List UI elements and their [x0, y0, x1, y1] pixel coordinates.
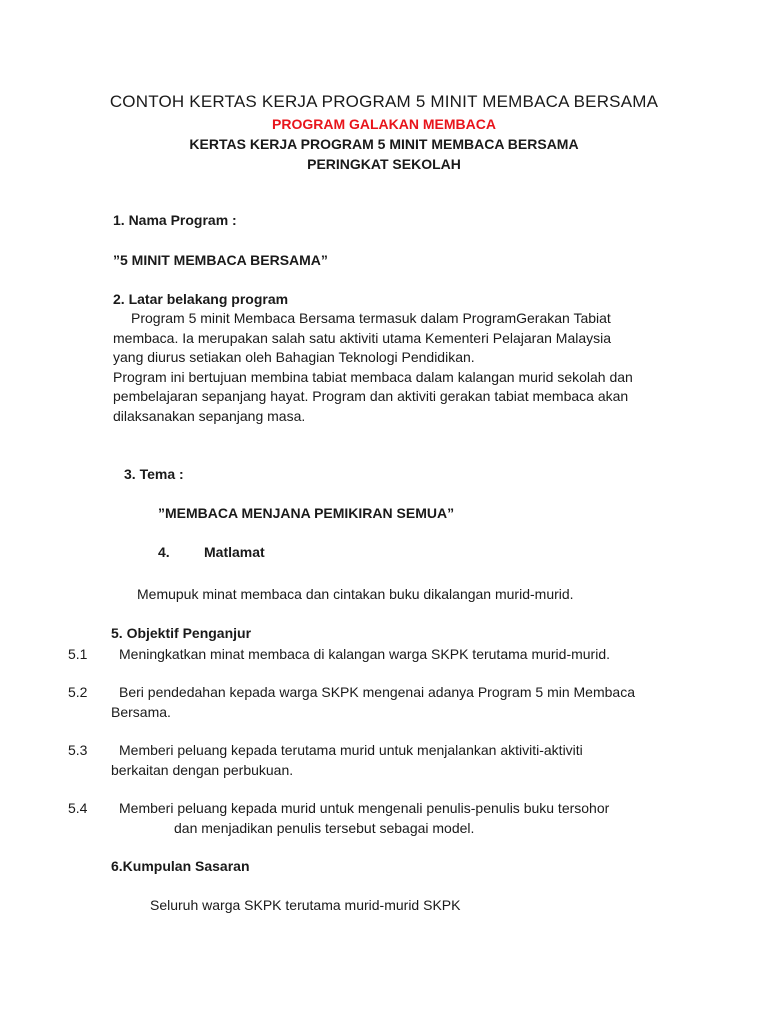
- item-5-2-text: Beri pendedahan kepada warga SKPK mengenai adanya Program 5 min Membaca: [119, 684, 635, 700]
- level-subtitle: PERINGKAT SEKOLAH: [307, 156, 461, 172]
- item-5-3-text-cont: berkaitan dengan perbukuan.: [111, 762, 294, 778]
- item-5-3-number: 5.3: [68, 742, 88, 758]
- document-title: CONTOH KERTAS KERJA PROGRAM 5 MINIT MEMBACA BERSAMA: [109, 92, 659, 111]
- item-5-4-number: 5.4: [68, 800, 88, 816]
- section-4-heading: Matlamat: [204, 544, 265, 560]
- background-line-1: Program 5 minit Membaca Bersama termasuk dalam ProgramGerakan Tabiat: [131, 310, 611, 326]
- program-name: ”5 MINIT MEMBACA BERSAMA”: [113, 252, 328, 268]
- program-subtitle: PROGRAM GALAKAN MEMBACA: [272, 116, 496, 132]
- background-line-4: Program ini bertujuan membina tabiat membaca dalam kalangan murid sekolah dan: [113, 369, 633, 385]
- item-5-3-text: Memberi peluang kepada terutama murid untuk menjalankan aktiviti-aktiviti: [119, 742, 583, 758]
- item-5-2-text-cont: Bersama.: [111, 704, 171, 720]
- objective-value: Memupuk minat membaca dan cintakan buku dikalangan murid-murid.: [137, 586, 574, 602]
- section-1-heading: 1. Nama Program :: [113, 212, 237, 228]
- section-3-heading: 3. Tema :: [124, 466, 184, 482]
- background-line-5: pembelajaran sepanjang hayat. Program dan aktiviti gerakan tabiat membaca akan: [113, 388, 629, 404]
- background-line-3: yang diurus setiakan oleh Bahagian Teknologi Pendidikan.: [113, 349, 475, 365]
- theme-value: ”MEMBACA MENJANA PEMIKIRAN SEMUA”: [158, 505, 455, 521]
- section-6-heading: 6.Kumpulan Sasaran: [111, 858, 250, 874]
- target-group-value: Seluruh warga SKPK terutama murid-murid SKPK: [150, 897, 461, 913]
- paper-subtitle: KERTAS KERJA PROGRAM 5 MINIT MEMBACA BERSAMA: [189, 136, 579, 152]
- item-5-4-text-cont: dan menjadikan penulis tersebut sebagai model.: [174, 820, 475, 836]
- background-line-2: membaca. Ia merupakan salah satu aktiviti utama Kementeri Pelajaran Malaysia: [113, 330, 612, 346]
- section-2-heading: 2. Latar belakang program: [113, 291, 289, 307]
- item-5-4-text: Memberi peluang kepada murid untuk mengenali penulis-penulis buku tersohor: [119, 800, 610, 816]
- section-4-number: 4.: [158, 544, 170, 560]
- item-5-1-number: 5.1: [68, 646, 88, 662]
- item-5-1-text: Meningkatkan minat membaca di kalangan warga SKPK terutama murid-murid.: [119, 646, 611, 662]
- section-5-heading: 5. Objektif Penganjur: [111, 625, 252, 641]
- item-5-2-number: 5.2: [68, 684, 88, 700]
- background-line-6: dilaksanakan sepanjang masa.: [113, 408, 306, 424]
